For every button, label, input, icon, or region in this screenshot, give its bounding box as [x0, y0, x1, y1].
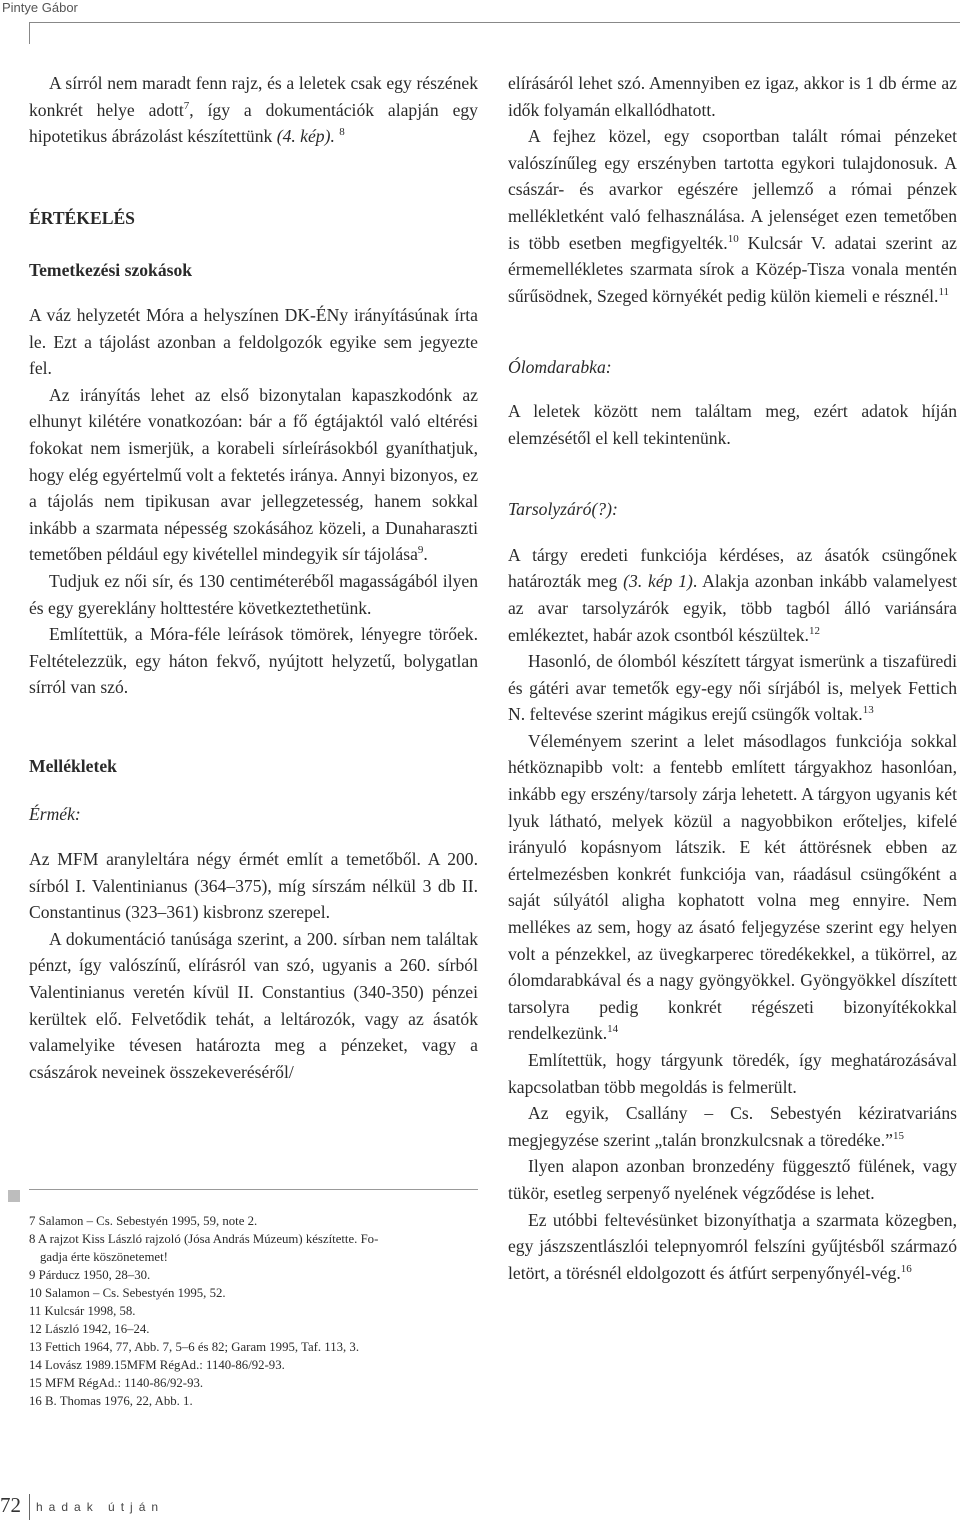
paragraph: Hasonló, de ólomból készített tárgyat ismerünk a tiszafüredi és gátéri avar temetők egy-egy női sírjából is, melyek Fettich N. feltevése szerint mágikus erejű csüngők voltak.$^{13}$: [508, 651, 957, 725]
page-number: 72: [0, 1493, 21, 1517]
footnote-ref: 13: [862, 704, 874, 717]
left-column: [29, 70, 478, 1085]
footnote-rule: [29, 1189, 478, 1190]
footnotes: [29, 1212, 469, 1410]
paragraph: Ez utóbbi feltevésünket bizonyíthatja a szarmata közegben, egy jászszentlászlói telepnyomról felszíni gyűjtésből származó letört, a törésnél eldolgozott és átfúrt serpenyőnyél-vég.$^{16}$: [508, 1209, 957, 1283]
paragraph: Említettük, a Móra-féle leírások tömörek, lényegre törőek. Feltételezzük, egy háton fekvő, nyújtott helyzetű, bolygatlan sírról van szó.: [29, 624, 478, 698]
paragraph: A váz helyzetét Móra a helyszínen DK-ÉNy irányításúnak írta le. Ezt a tájolást azonban a feldolgozók egyike sem jegyezte fel.: [29, 304, 478, 379]
footnote: 16 B. Thomas 1976, 22, Abb. 1.: [29, 1394, 193, 1408]
footnote-marker: [8, 1190, 20, 1202]
running-head-author: Pintye Gábor: [2, 0, 78, 15]
footnote-ref: 7: [183, 99, 190, 112]
header-rule: [29, 22, 960, 23]
paragraph: elírásáról lehet szó. Amennyiben ez igaz, akkor is 1 db érme az idők folyamán elkallódhatott.: [508, 73, 957, 120]
footnote-ref: 11: [938, 285, 950, 298]
right-column: [508, 70, 957, 1286]
paragraph: Az irányítás lehet az első bizonytalan kapaszkodónk az elhunyt kilétére vonatkozóan: bár a fő égtájaktól való eltérési fokokat nem ismerjük, a korabeli sírleírásokból gyaníthatjuk, hogy elég egyértelmű volt a fektetés iránya. Annyi bizonyos, ez a tájolás nem tipikusan avar jellegzetesség, hanem sokkal inkább a szarmata népesség szokásához közeli, a Dunaharaszti temetőben például egy kivétellel mindegyik sír tájolása$^9$.: [29, 384, 478, 565]
paragraph: A sírról nem maradt fenn rajz, és a leletek csak egy részének konkrét helye adott$^7$, így a dokumentációk alapján egy hipotetikus ábrázolást készítettünk (4. kép). $^8$: [29, 73, 478, 147]
footer-rule: [29, 1494, 30, 1520]
footnote: 9 Párducz 1950, 28–30.: [29, 1268, 151, 1282]
header-tick: [29, 22, 30, 44]
paragraph: Az egyik, Csallány – Cs. Sebestyén kéziratvariáns megjegyzése szerint „talán bronzkulcsnak a töredéke.”$^{15}$: [508, 1103, 957, 1150]
footnote: 11 Kulcsár 1998, 58.: [29, 1304, 136, 1318]
paragraph: A fejhez közel, egy csoportban talált római pénzeket valószínűleg egy erszényben tartotta egykori tulajdonosuk. A császár- és avarkor egészére jellemző a római pénzek mellékletként való felhasználása. A jelenséget ezen temetőben is több esetben megfigyelték.$^{10}$ Kulcsár V. adatai szerint az érmemellékletes szarmata sírok a Közép-Tisza vonala mentén sűrűsödnek, Szeged környékét pedig külön kiemeli e résznél.$^{11}$: [508, 126, 957, 306]
paragraph: Tudjuk ez női sír, és 130 centiméteréből magasságából ilyen és egy gyereklány holttestére következtethetünk.: [29, 570, 478, 618]
journal-title: hadak útján: [36, 1500, 165, 1514]
paragraph: A dokumentáció tanúsága szerint, a 200. sírban nem találtak pénzt, így valószínű, elírásról van szó, ugyanis a 260. sírból Valentinianus veretén kívül II. Constantius (340-350) pénzei kerültek elő. Felvetődik tehát, a leltározók, vagy az ásatók valamelyike tévesen határozta meg a pénzeket, vagy a császárok neveinek összekeveréséről/: [29, 928, 478, 1082]
item-heading: Érmék:: [29, 804, 81, 825]
footnote-ref: 12: [808, 624, 820, 637]
item-heading: Tarsolyzáró(?):: [508, 499, 618, 520]
footnote: 13 Fettich 1964, 77, Abb. 7, 5–6 és 82; Garam 1995, Taf. 113, 3.: [29, 1340, 360, 1354]
footnote-ref: 14: [607, 1023, 619, 1036]
footnote-ref: 16: [900, 1262, 912, 1275]
footnote: 7 Salamon – Cs. Sebestyén 1995, 59, note 2.: [29, 1214, 258, 1228]
paragraph: A leletek között nem találtam meg, ezért adatok híján elemzésétől el kell tekintenünk.: [508, 400, 957, 448]
paragraph: Az MFM aranyleltára négy érmét említ a temetőből. A 200. sírból I. Valentinianus (364–375), míg sírszám nélkül 3 db II. Constantinus (323–361) kisbronz szerepel.: [29, 849, 478, 923]
paragraph: Említettük, hogy tárgyunk töredék, így meghatározásával kapcsolatban több megoldás is felmerült.: [508, 1050, 957, 1097]
footnote: 14 Lovász 1989.15MFM RégAd.: 1140-86/92-93.: [29, 1358, 285, 1372]
footnote: 8 A rajzot Kiss László rajzoló (Jósa András Múzeum) készítette. Fo-: [29, 1232, 379, 1246]
paragraph: A tárgy eredeti funkciója kérdéses, az ásatók csüngőnek határozták meg (3. kép 1). Alakja azonban inkább valamelyest az avar tarsolyzárók egyik, több tagból álló variánsára emlékeztet, habár azok csontból készültek.$^{12}$: [508, 544, 957, 645]
subsection-heading: Temetkezési szokások: [29, 260, 193, 281]
footnote-ref: 15: [892, 1129, 904, 1142]
footnote: 15 MFM RégAd.: 1140-86/92-93.: [29, 1376, 204, 1390]
footnote: gadja érte köszönetemet!: [40, 1250, 168, 1264]
footnote-ref: 10: [727, 232, 739, 245]
footnote-ref: 8: [339, 126, 345, 139]
paragraph: Ilyen alapon azonban bronzedény függesztő fülének, vagy tükör, esetleg serpenyő nyelének végződése is lehet.: [508, 1156, 957, 1203]
section-heading: ÉRTÉKELÉS: [29, 207, 135, 228]
paragraph: Véleményem szerint a lelet másodlagos funkciója sokkal hétköznapibb volt: a fentebb említett tárgyakhoz hasonlóan, inkább egy erszény/tarsoly zárja lehetett. A tárgyon ugyanis két lyuk látható, melyek közül a nagyobbikon erőteljes, kifelé irányuló kopásnyom látszik. E két áttörésnek ebben az értelmezésben konkrét funkciója van, ráadásul csüngőként a saját súlyától aligha kophatott volna meg ennyire. Nem mellékes az sem, hogy az ásató feljegyzése szerint egy helyen volt a pénzekkel, az üvegkarperec töredékekkel, a tükörrel, az ólomdarabkával és a nagy gyöngyökkel. Gyöngyökkel díszített tarsolyra pedig konkrét régészeti bizonyítékokkal rendelkezünk.$^{14}$: [508, 730, 957, 1044]
footnote-ref: 9: [417, 544, 424, 557]
footnote: 12 László 1942, 16–24.: [29, 1322, 150, 1336]
item-heading: Ólomdarabka:: [508, 357, 612, 378]
footnote: 10 Salamon – Cs. Sebestyén 1995, 52.: [29, 1286, 226, 1300]
subsection-heading: Mellékletek: [29, 755, 117, 776]
